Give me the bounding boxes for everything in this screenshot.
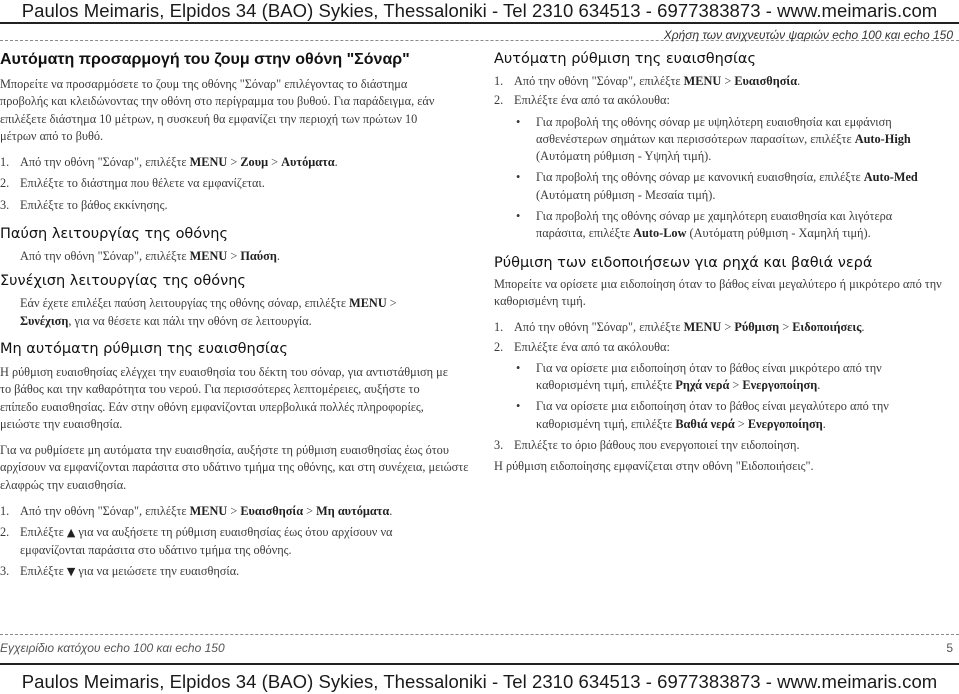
pause-text: Από την οθόνη "Σόναρ", επιλέξτε MENU > Παύση. [20,249,280,264]
manual-sensitivity-step-2: 2. Επιλέξτε ▲ για να αυξήσετε τη ρύθμιση ευαισθησίας έως ότου αρχίσουν να εμφανίζονται παράσιτα στο υδάτινο τμήμα της οθόνης. [0,525,393,557]
auto-zoom-step-2: 2. Επιλέξτε το διάστημα που θέλετε να εμφανίζεται. [0,176,265,191]
section-title-auto-sensitivity: Αυτόματη ρύθμιση της ευαισθησίας [494,51,756,67]
depth-alarms-step-3: 3. Επιλέξτε το όριο βάθους που ενεργοποιεί την ειδοποίηση. [494,438,800,453]
footer-rule [0,663,959,665]
header-banner: Paulos Meimaris, Elpidos 34 (BAO) Sykies, Thessaloniki - Tel 2310 634513 - 6977383873 - www.meimaris.com [21,0,938,21]
footer-dashed-rule [0,634,959,635]
auto-zoom-intro: Μπορείτε να προσαρμόσετε το ζουμ της οθόνης "Σόναρ" επιλέγοντας το διάστημα προβολής και κλειδώνοντας την οθόνη στο περίγραμμα του βυθού. Για παράδειγμα, εάν επιλέξετε διάστημα 10 μέτρων, η συσκευή θα εμφανίζει την περιοχή των πρώτων 10 μέτρων από το βυθό. [0,77,435,143]
section-title-auto-zoom: Αυτόματη προσαρμογή του ζουμ στην οθόνη "Σόναρ" [0,51,410,68]
section-title-depth-alarms: Ρύθμιση των ειδοποιήσεων για ρηχά και βαθιά νερά [494,254,873,271]
manual-sensitivity-p2: Για να ρυθμίσετε μη αυτόματα την ευαισθησία, αυξήστε τη ρύθμιση ευαισθησίας έως ότου αρχίσουν να εμφανίζονται παράσιτα στο υδάτινο τμήμα της οθόνης, και στη συνέχεια, μειώστε ελαφρώς την ευαισθησία. [0,443,469,492]
auto-sensitivity-step-1: 1. Από την οθόνη "Σόναρ", επιλέξτε MENU > Ευαισθησία. [494,74,801,88]
depth-alarms-option-deep: • Για να ορίσετε μια ειδοποίηση όταν το βάθος είναι μεγαλύτερο από την καθορισμένη τιμή, επιλέξτε Βαθιά νερά > Ενεργοποίηση. [516,399,889,431]
auto-sensitivity-step-2: 2. Επιλέξτε ένα από τα ακόλουθα: [494,93,670,108]
running-title: Χρήση των ανιχνευτών ψαριών echo 100 και echo 150 [663,28,953,42]
auto-zoom-step-3: 3. Επιλέξτε το βάθος εκκίνησης. [0,197,168,212]
auto-sensitivity-option-med: • Για προβολή της οθόνης σόναρ με κανονική ευαισθησία, επιλέξτε Auto-Med (Αυτόματη ρύθμιση - Μεσαία τιμή). [516,170,918,202]
auto-zoom-step-1: 1. Από την οθόνη "Σόναρ", επιλέξτε MENU > Ζουμ > Αυτόματα. [0,155,338,170]
up-arrow-icon: ▲ [66,526,76,540]
depth-alarms-option-shallow: • Για να ορίσετε μια ειδοποίηση όταν το βάθος είναι μικρότερο από την καθορισμένη τιμή, επιλέξτε Ρηχά νερά > Ενεργοποίηση. [516,360,882,393]
auto-sensitivity-option-high: • Για προβολή της οθόνης σόναρ με υψηλότερη ευαισθησία και εμφάνιση ασθενέστερων σημάτων και περισσότερων παρασίτων, επιλέξτε Auto-High (Αυτόματη ρύθμιση - Υψηλή τιμή). [516,114,911,164]
manual-sensitivity-p1: Η ρύθμιση ευαισθησίας ελέγχει την ευαισθησία του δέκτη του σόναρ, για αντιστάθμιση με το βάθος και την καθαρότητα του νερού. Για περισσότερες λεπτομέρειες, αυξήστε το επίπεδο ευαισθησίας. Εάν στην οθόνη εμφανίζονται υπερβολικά πολλές πληροφορίες, μειώστε την ευαισθησία. [0,364,448,431]
header-rule [0,22,959,24]
auto-sensitivity-option-low: • Για προβολή της οθόνης σόναρ με χαμηλότερη ευαισθησία και λιγότερα παράσιτα, επιλέξτε Auto-Low (Αυτόματη ρύθμιση - Χαμηλή τιμή). [516,209,893,241]
depth-alarms-step-1: 1. Από την οθόνη "Σόναρ", επιλέξτε MENU > Ρύθμιση > Ειδοποιήσεις. [494,320,865,335]
left-column [0,48,475,580]
manual-title: Εγχειρίδιο κατόχου echo 100 και echo 150 [0,641,225,655]
down-arrow-icon: ▼ [66,564,76,578]
resume-text: Εάν έχετε επιλέξει παύση λειτουργίας της οθόνης σόναρ, επιλέξτε MENU > Συνέχιση, για να θέσετε και πάλι την οθόνη σε λειτουργία. [20,296,397,328]
depth-alarms-step-2: 2. Επιλέξτε ένα από τα ακόλουθα: [494,339,670,354]
right-column [494,48,954,476]
manual-sensitivity-step-1: 1. Από την οθόνη "Σόναρ", επιλέξτε MENU > Ευαισθησία > Μη αυτόματα. [0,504,393,519]
footer-banner: Paulos Meimaris, Elpidos 34 (BAO) Sykies, Thessaloniki - Tel 2310 634513 - 6977383873 - www.meimaris.com [21,671,938,692]
section-title-pause: Παύση λειτουργίας της οθόνης [0,226,228,243]
section-title-resume: Συνέχιση λειτουργίας της οθόνης [0,273,246,290]
depth-alarms-outro: Η ρύθμιση ειδοποίησης εμφανίζεται στην οθόνη "Ειδοποιήσεις". [494,459,814,474]
section-title-manual-sensitivity: Μη αυτόματη ρύθμιση της ευαισθησίας [0,340,288,357]
page-number: 5 [946,641,953,655]
manual-sensitivity-step-3: 3. Επιλέξτε ▼ για να μειώσετε την ευαισθησία. [0,563,240,578]
depth-alarms-intro: Μπορείτε να ορίσετε μια ειδοποίηση όταν το βάθος είναι μεγαλύτερο ή μικρότερο από την καθορισμένη τιμή. [494,276,942,308]
